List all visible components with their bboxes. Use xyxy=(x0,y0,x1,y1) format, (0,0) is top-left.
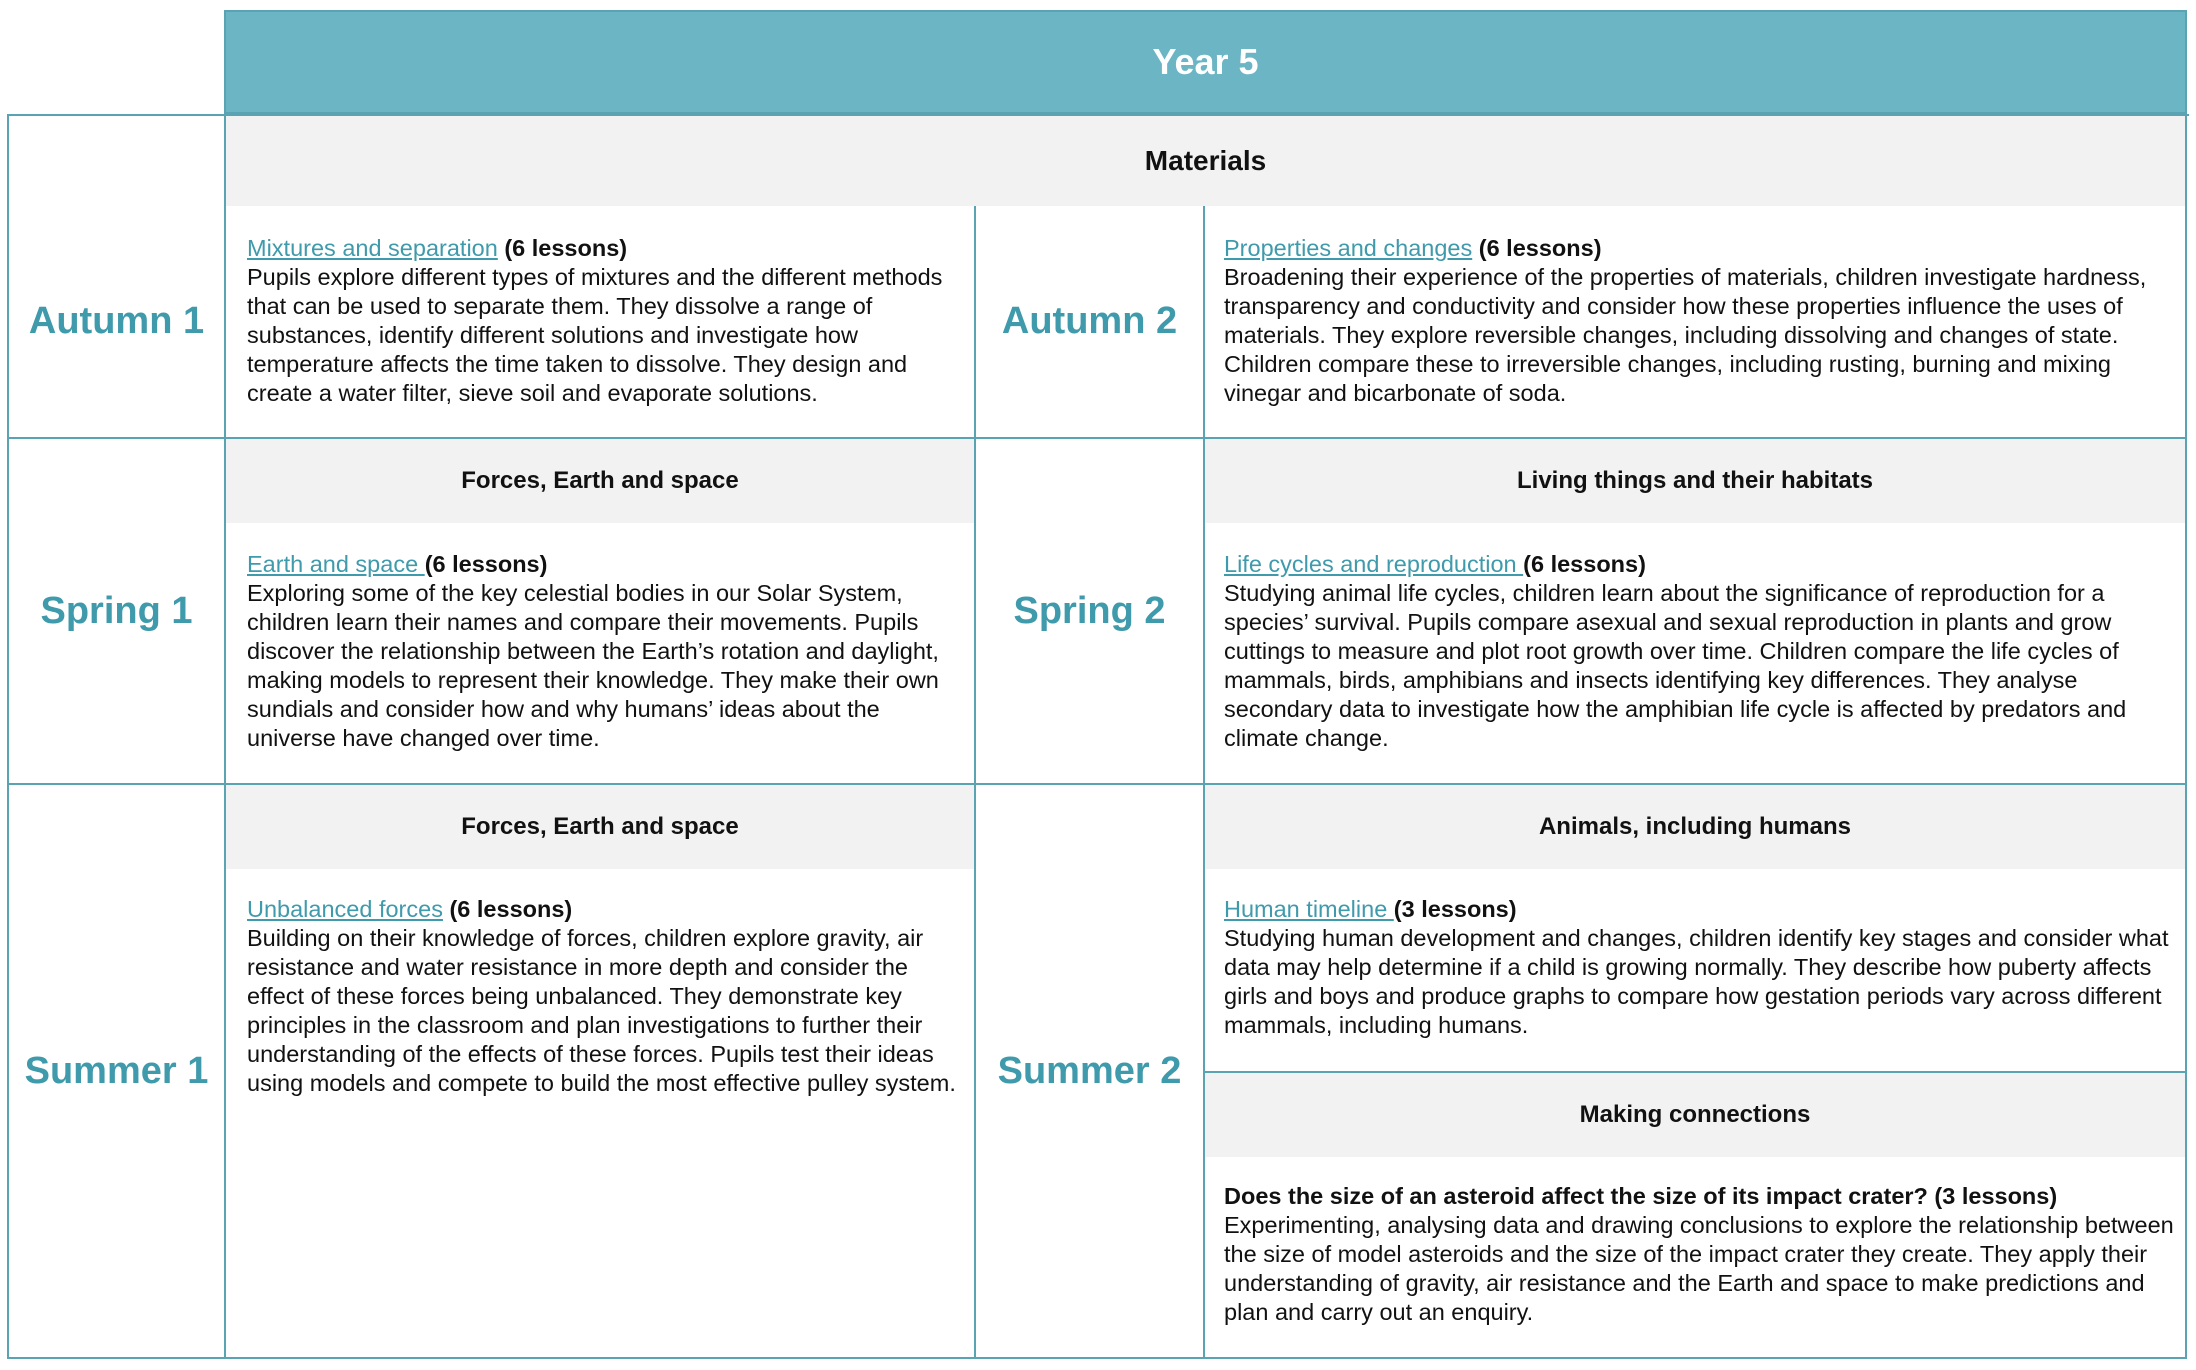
unit-link[interactable]: Properties and changes xyxy=(1224,235,1473,261)
topic-spring-2: Living things and their habitats xyxy=(1205,439,2185,523)
lesson-count: (3 lessons) xyxy=(1393,896,1517,922)
unit-description: Studying human development and changes, children identify key stages and consider what data may help determine if a child is growing normally. They describe how puberty affects girls and boys and produce graphs to compare how gestation periods vary across different mammals, including humans. xyxy=(1224,925,2169,1038)
lesson-count: (6 lessons) xyxy=(424,551,548,577)
grid-line xyxy=(2185,114,2187,1359)
term-spring-1: Spring 1 xyxy=(40,589,193,632)
topic-summer-1: Forces, Earth and space xyxy=(226,785,974,869)
unit-description: Exploring some of the key celestial bodies in our Solar System, children learn their names and compare their movements. Pupils discover the relationship between the Earth’s rotation and daylight, making models to represent their knowledge. They make their own sundials and consider how and why humans’ ideas about the universe have changed over time. xyxy=(247,580,939,751)
unit-description: Studying animal life cycles, children learn about the significance of reproduction for a species’ survival. Pupils compare asexual and sexual reproduction in plants and grow cuttings to measure and plot root growth over time. Children compare the life cycles of mammals, birds, amphibians and insects identifying key differences. They analyse secondary data to investigate how the amphibian life cycle is affected by predators and climate change. xyxy=(1224,580,2127,751)
topic-spring-1: Forces, Earth and space xyxy=(226,439,974,523)
unit-link[interactable]: Mixtures and separation xyxy=(247,235,498,261)
unit-description: Building on their knowledge of forces, children explore gravity, air resistance and water resistance in more depth and consider the effect of these forces being unbalanced. They demonstrate key principles in the classroom and plan investigations to further their understanding of the effects of these forces. Pupils test their ideas using models and compete to build the most effective pulley system. xyxy=(247,925,956,1096)
unit-mixtures-and-separation xyxy=(247,234,957,408)
unit-unbalanced-forces xyxy=(247,895,957,1098)
unit-asteroid-enquiry xyxy=(1224,1182,2174,1327)
unit-link[interactable]: Life cycles and reproduction xyxy=(1224,551,1524,577)
unit-description: Broadening their experience of the properties of materials, children investigate hardness, transparency and conductivity and consider how these properties influence the uses of materials. They explore reversible changes, including dissolving and changes of state. Children compare these to irreversible changes, including rusting, burning and mixing vinegar and bicarbonate of soda. xyxy=(1224,264,2147,406)
enquiry-question: Does the size of an asteroid affect the size of its impact crater? (3 lessons) xyxy=(1224,1183,2058,1209)
unit-earth-and-space xyxy=(247,550,957,753)
unit-human-timeline xyxy=(1224,895,2174,1040)
lesson-count: (6 lessons) xyxy=(1523,551,1646,577)
term-autumn-2: Autumn 2 xyxy=(1001,300,1178,342)
term-autumn-1: Autumn 1 xyxy=(28,300,205,342)
term-summer-2: Summer 2 xyxy=(997,1049,1182,1092)
unit-link[interactable]: Human timeline xyxy=(1224,896,1394,922)
unit-link[interactable]: Earth and space xyxy=(247,551,425,577)
unit-description: Experimenting, analysing data and drawing conclusions to explore the relationship between the size of model asteroids and the size of the impact crater they create. They apply their understanding of gravity, air resistance and the Earth and space to make predictions and plan and carry out an enquiry. xyxy=(1224,1212,2174,1325)
term-summer-1: Summer 1 xyxy=(24,1049,209,1092)
topic-making-connections: Making connections xyxy=(1205,1073,2185,1157)
topic-summer-2: Animals, including humans xyxy=(1205,785,2185,869)
topic-materials: Materials xyxy=(226,116,2185,206)
unit-link[interactable]: Unbalanced forces xyxy=(247,896,443,922)
grid-line xyxy=(224,114,226,1359)
unit-properties-and-changes xyxy=(1224,234,2174,408)
lesson-count: (6 lessons) xyxy=(1472,235,1602,261)
lesson-count: (6 lessons) xyxy=(442,896,573,922)
grid-line xyxy=(7,1357,2187,1359)
grid-line xyxy=(1205,1071,2185,1073)
lesson-count: (6 lessons) xyxy=(497,235,628,261)
term-spring-2: Spring 2 xyxy=(1013,589,1166,632)
year-title: Year 5 xyxy=(224,10,2187,114)
unit-description: Pupils explore different types of mixtures and the different methods that can be used to separate them. They dissolve a range of substances, identify different solutions and investigate how temperature affects the time taken to dissolve. They design and create a water filter, sieve soil and evaporate solutions. xyxy=(247,264,943,406)
grid-line xyxy=(7,114,2189,116)
unit-life-cycles-and-reproduction xyxy=(1224,550,2174,753)
